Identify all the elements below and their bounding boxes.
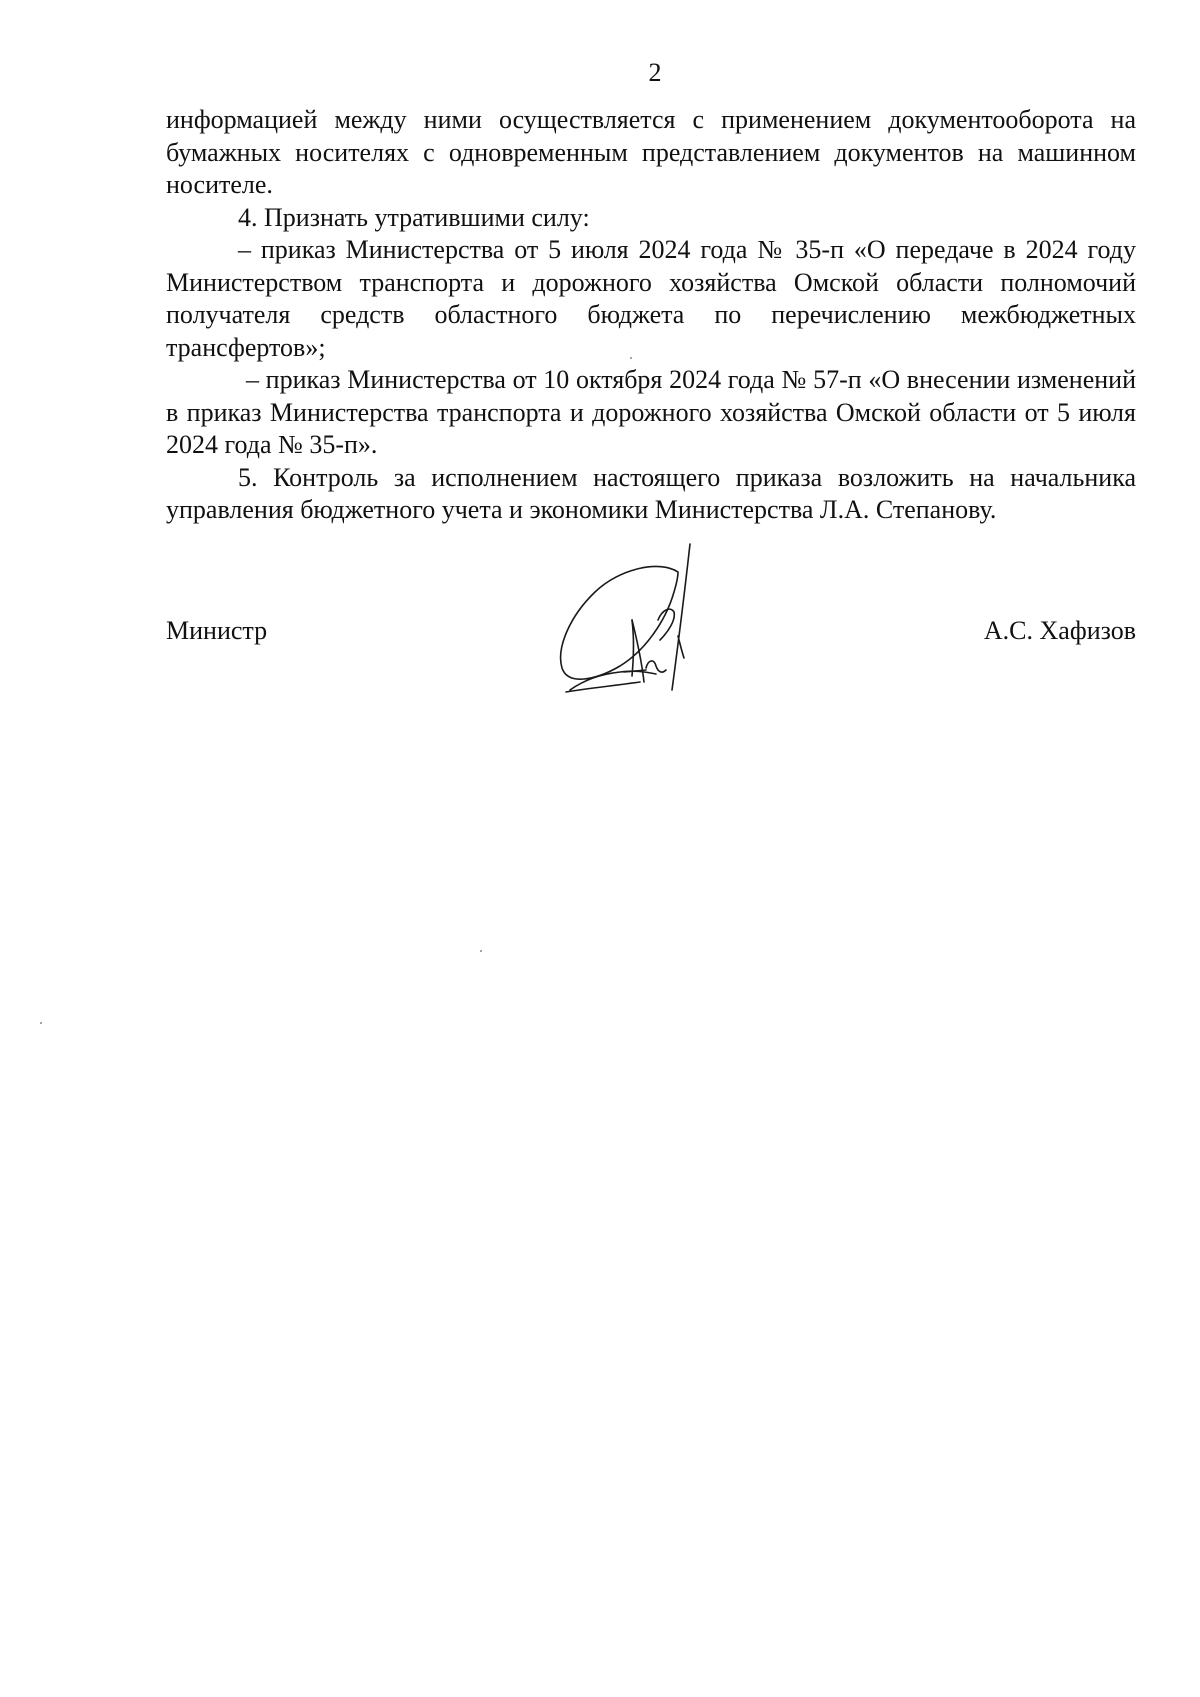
paragraph-item-4: 4. Признать утратившими силу: (238, 202, 590, 232)
scan-speck (480, 950, 482, 952)
page-number: 2 (648, 58, 662, 87)
paragraph-continuation: информацией между ними осуществляется с применением документооборота на бумажных носителях с одновременным представлением документов на машинном носителе. (166, 105, 1136, 199)
paragraph-revoked-order-2: – приказ Министерства от 10 октября 2024 года № 57-п «О внесении изменений в приказ Министерства транспорта и дорожного хозяйства Омской области от 5 июля 2024 года № 35-п». (166, 365, 1136, 459)
scan-speck (630, 357, 632, 359)
paragraph-revoked-order-1: – приказ Министерства от 5 июля 2024 года № 35-п «О передаче в 2024 году Министерством транспорта и дорожного хозяйства Омской области полномочий получателя средств областного бюджета по перечислению межбюджетных трансфертов»; (166, 235, 1136, 362)
scan-speck (40, 1022, 42, 1024)
signatory-position: Министр (166, 616, 268, 645)
handwritten-signature (550, 540, 740, 715)
document-body (166, 104, 1136, 527)
signatory-name: А.С. Хафизов (983, 616, 1136, 645)
paragraph-item-5: 5. Контроль за исполнением настоящего приказа возложить на начальника управления бюджетного учета и экономики Министерства Л.А. Степанову. (166, 462, 1136, 524)
